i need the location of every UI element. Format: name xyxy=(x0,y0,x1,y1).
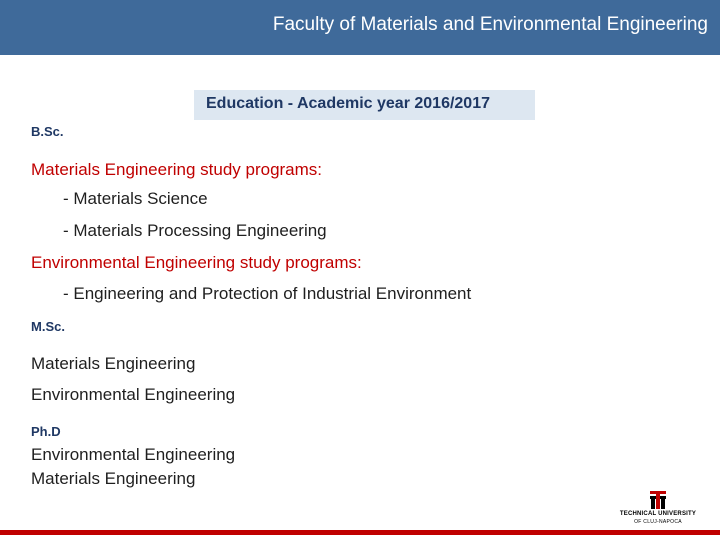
subtitle-box xyxy=(194,90,535,120)
msc-item: Environmental Engineering xyxy=(31,385,236,404)
materials-program-item: - Materials Processing Engineering xyxy=(63,221,327,240)
msc-label: M.Sc. xyxy=(31,319,65,334)
university-logo xyxy=(612,490,704,528)
university-emblem-icon xyxy=(612,490,704,510)
footer-red-line xyxy=(0,530,720,535)
materials-program-item: - Materials Science xyxy=(63,189,208,208)
subtitle-text: Education - Academic year 2016/2017 xyxy=(206,95,490,112)
phd-item: Materials Engineering xyxy=(31,469,196,488)
materials-programs-heading: Materials Engineering study programs: xyxy=(31,160,323,179)
phd-label: Ph.D xyxy=(31,424,61,439)
logo-text-line1: TECHNICAL UNIVERSITY xyxy=(619,511,697,517)
phd-item: Environmental Engineering xyxy=(31,445,236,464)
logo-text-line2: OF CLUJ-NAPOCA xyxy=(634,519,682,525)
page-title: Faculty of Materials and Environmental Engineering xyxy=(272,14,708,35)
environmental-programs-heading: Environmental Engineering study programs: xyxy=(31,253,362,272)
header-bar xyxy=(0,0,720,55)
environmental-program-item: - Engineering and Protection of Industrial Environment xyxy=(63,284,472,303)
msc-item: Materials Engineering xyxy=(31,354,196,373)
bsc-label: B.Sc. xyxy=(31,124,64,139)
